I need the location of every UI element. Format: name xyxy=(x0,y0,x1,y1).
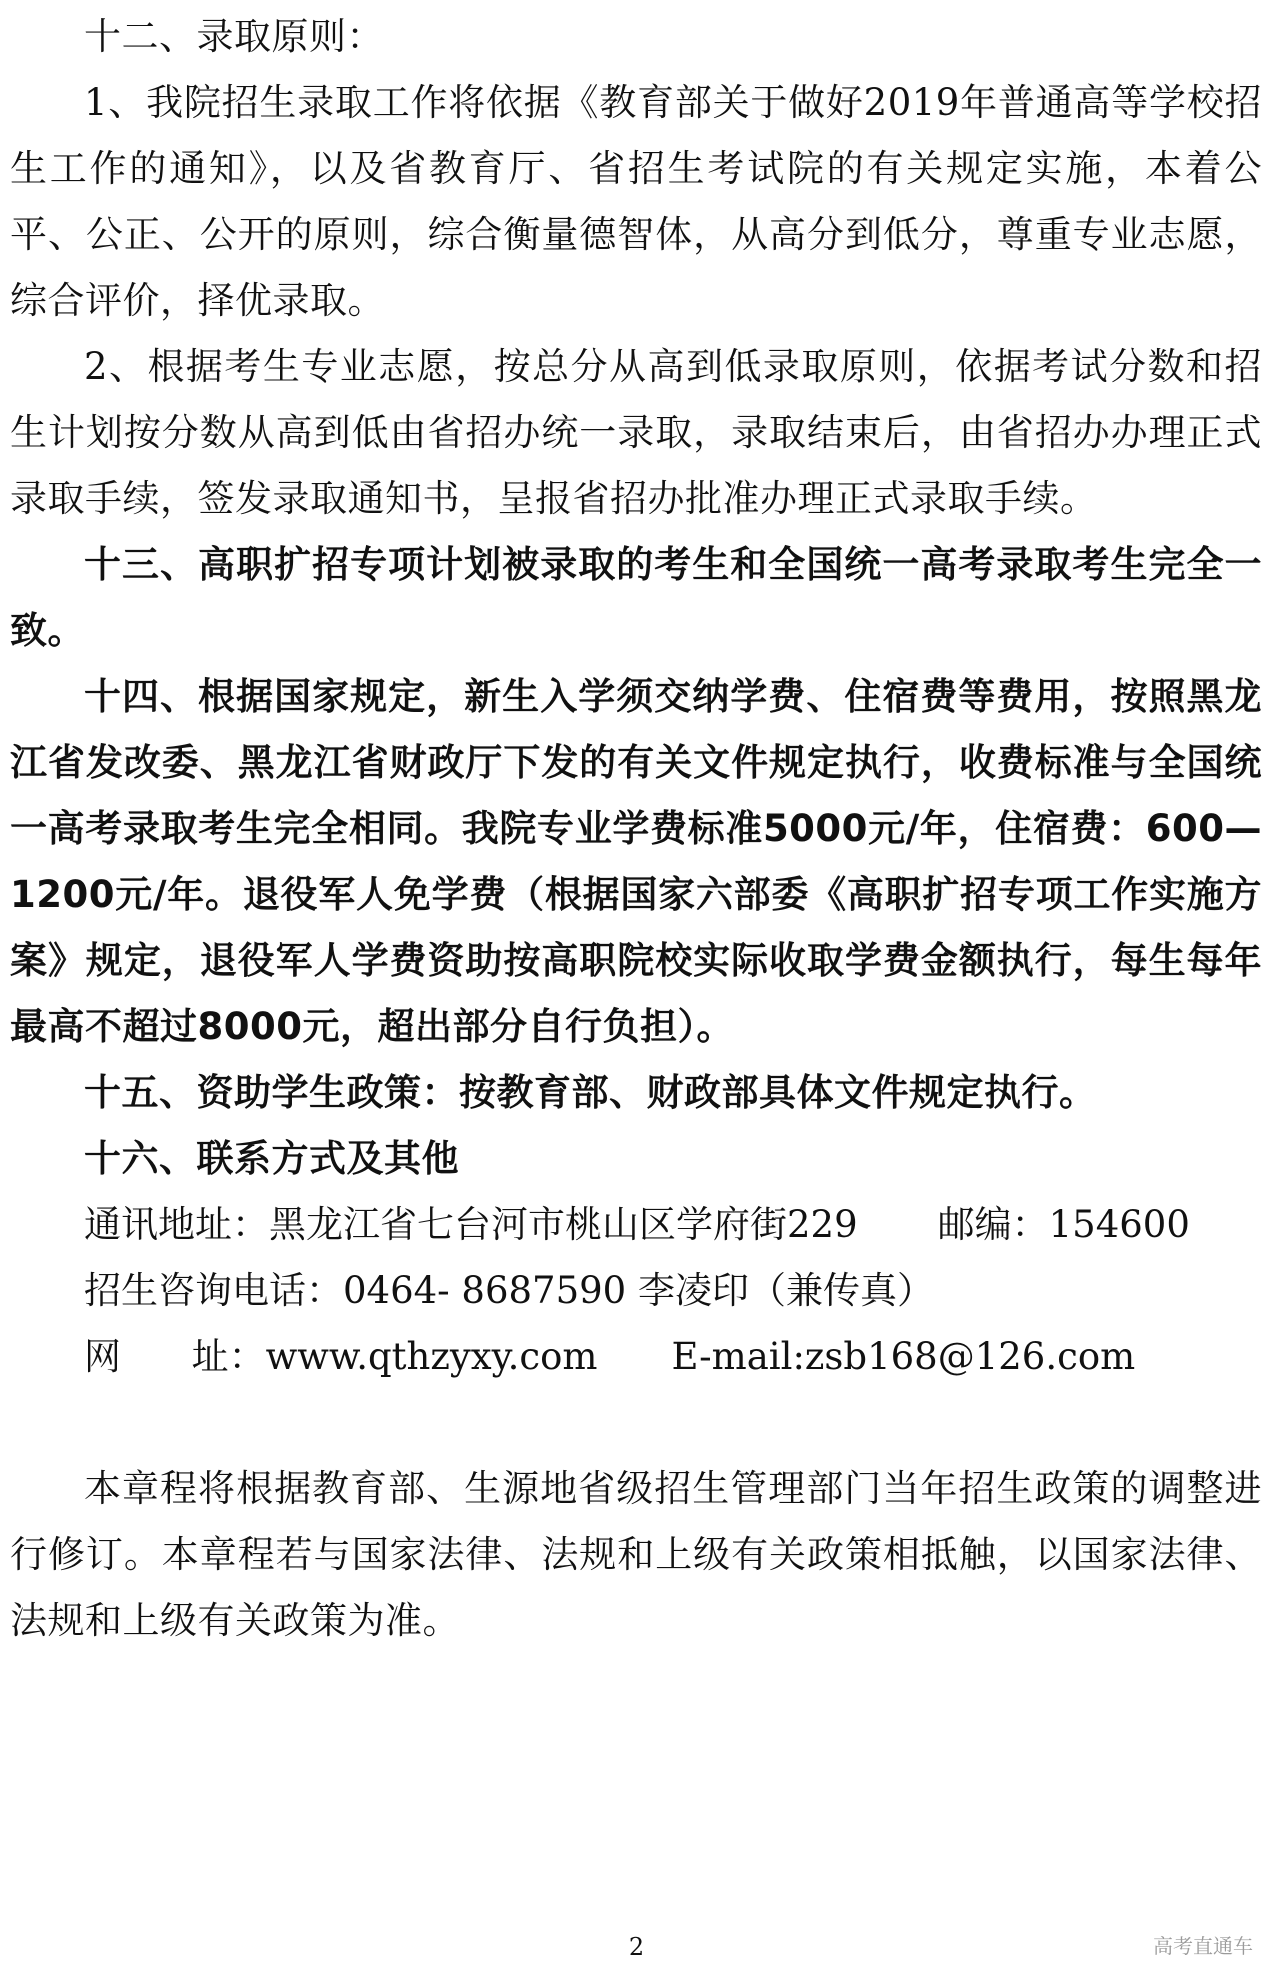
contact-email-link[interactable]: E-mail:zsb168@126.com xyxy=(671,1335,1136,1378)
contact-address: 通讯地址：黑龙江省七台河市桃山区学府街229 xyxy=(84,1203,858,1246)
contact-postcode: 邮编：154600 xyxy=(937,1203,1190,1246)
contact-website-label: 网 址： xyxy=(84,1335,266,1378)
spacer xyxy=(10,1390,1262,1456)
contact-address-line xyxy=(10,1192,1262,1258)
section-13-paragraph: 十三、高职扩招专项计划被录取的考生和全国统一高考录取考生完全一致。 xyxy=(10,543,1262,652)
section-15-paragraph: 十五、资助学生政策：按教育部、财政部具体文件规定执行。 xyxy=(84,1071,1097,1114)
section-14-paragraph: 十四、根据国家规定，新生入学须交纳学费、住宿费等费用，按照黑龙江省发改委、黑龙江省财政厅下发的有关文件规定执行，收费标准与全国统一高考录取考生完全相同。我院专业学费标准5000元/年，住宿费：600—1200元/年。退役军人免学费（根据国家六部委《高职扩招专项工作实施方案》规定，退役军人学费资助按高职院校实际收取学费金额执行，每生每年最高不超过8000元，超出部分自行负担）。 xyxy=(10,675,1262,1048)
contact-website-link[interactable]: www.qthzyxy.com xyxy=(265,1335,598,1378)
contact-phone: 招生咨询电话：0464- 8687590 李凌印（兼传真） xyxy=(84,1269,934,1312)
page-number: 2 xyxy=(628,1933,645,1961)
contact-web-line xyxy=(10,1324,1262,1390)
closing-paragraph: 本章程将根据教育部、生源地省级招生管理部门当年招生政策的调整进行修订。本章程若与国家法律、法规和上级有关政策相抵触，以国家法律、法规和上级有关政策为准。 xyxy=(10,1467,1262,1642)
section-12-paragraph-2: 2、根据考生专业志愿，按总分从高到低录取原则，依据考试分数和招生计划按分数从高到低由省招办统一录取，录取结束后，由省招办办理正式录取手续，签发录取通知书，呈报省招办批准办理正式录取手续。 xyxy=(10,345,1262,520)
document-body xyxy=(10,4,1262,1654)
section-12-heading: 十二、录取原则： xyxy=(84,15,384,58)
watermark-text: 高考直通车 xyxy=(1153,1934,1253,1958)
section-12-paragraph-1: 1、我院招生录取工作将依据《教育部关于做好2019年普通高等学校招生工作的通知》，以及省教育厅、省招生考试院的有关规定实施，本着公平、公正、公开的原则，综合衡量德智体，从高分到低分，尊重专业志愿，综合评价，择优录取。 xyxy=(10,81,1262,322)
section-16-heading: 十六、联系方式及其他 xyxy=(84,1137,459,1180)
